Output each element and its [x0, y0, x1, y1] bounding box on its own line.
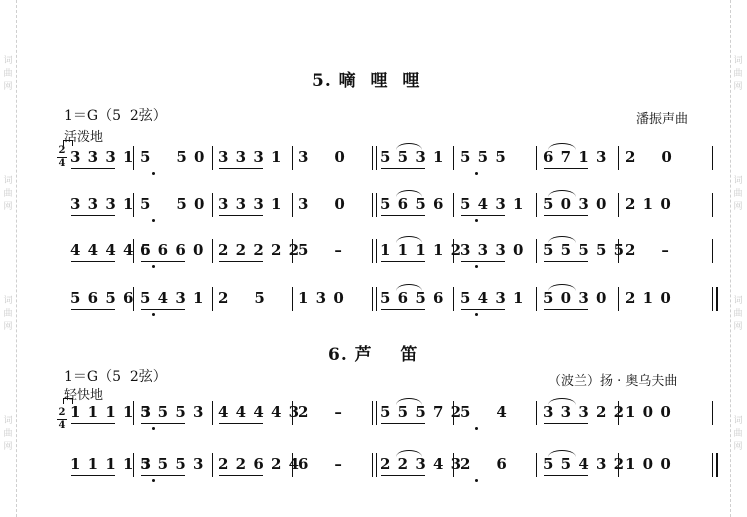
slur [396, 143, 422, 150]
beam-underline [544, 423, 588, 424]
beam-underline [461, 309, 505, 310]
measure: 5 4 3 1 [140, 289, 205, 307]
barline [292, 239, 293, 263]
song6-tempo: 轻快地 [64, 388, 104, 403]
beam-underline [71, 423, 115, 424]
slur [396, 398, 422, 405]
barline [618, 146, 619, 170]
measure: 5 6 5 6 [70, 289, 135, 307]
slur [396, 284, 422, 291]
beam-underline [71, 168, 115, 169]
barline [372, 146, 373, 170]
beam-underline [141, 475, 185, 476]
measure: 1 0 0 [625, 403, 672, 421]
watermark-char: 曲 [3, 309, 13, 319]
barline [292, 287, 293, 311]
barline [536, 453, 537, 477]
barline [133, 239, 134, 263]
slur [548, 284, 576, 291]
song6-time-top: 2 [58, 407, 66, 418]
barline [536, 401, 537, 425]
watermark-char: 网 [3, 322, 13, 332]
measure: 2 0 [625, 148, 673, 166]
watermark-char: 词 [733, 56, 743, 66]
slur [396, 450, 422, 457]
octave-dot [475, 479, 478, 482]
beam-underline [544, 309, 588, 310]
barline [292, 146, 293, 170]
measure: 5 6 5 6 [380, 289, 445, 307]
barline [376, 239, 377, 263]
measure: 3 3 3 1 [70, 148, 135, 166]
watermark-char: 网 [3, 202, 13, 212]
barline [212, 287, 213, 311]
beam-underline [141, 261, 185, 262]
barline [712, 239, 713, 263]
barline [133, 453, 134, 477]
watermark-char: 曲 [3, 69, 13, 79]
measure: 1 3 0 [298, 289, 345, 307]
barline [292, 453, 293, 477]
barline [712, 146, 713, 170]
barline [133, 146, 134, 170]
watermark-char: 词 [3, 296, 13, 306]
barline [133, 401, 134, 425]
beam-underline [141, 309, 185, 310]
song6-time-bottom: 4 [58, 420, 66, 431]
measure: 3 3 3 1 [218, 195, 283, 213]
beam-underline [219, 168, 263, 169]
barline [453, 146, 454, 170]
measure: 5 5 4 3 2 [543, 455, 626, 473]
watermark-char: 网 [733, 82, 743, 92]
watermark-char: 曲 [733, 309, 743, 319]
song5-title: 5. 嘀 哩 哩 [312, 71, 421, 91]
measure: 3 3 3 1 [70, 195, 135, 213]
beam-underline [71, 215, 115, 216]
measure: 5 5 5 5 5 [543, 241, 626, 259]
watermark-char: 曲 [733, 429, 743, 439]
measure: 1 1 1 1 2 [380, 241, 463, 259]
barline [618, 401, 619, 425]
measure: 2 2 3 4 3 [380, 455, 463, 473]
measure: 5 5 0 [140, 195, 206, 213]
barline [453, 453, 454, 477]
watermark-char: 网 [3, 442, 13, 452]
barline [618, 287, 619, 311]
beam-underline [71, 261, 115, 262]
slur [396, 190, 422, 197]
barline [618, 239, 619, 263]
barline [372, 401, 373, 425]
measure: 5 4 [460, 403, 508, 421]
watermark-char: 词 [733, 296, 743, 306]
slur [396, 236, 422, 243]
watermark-char: 曲 [733, 69, 743, 79]
measure: 5 5 5 3 [140, 403, 205, 421]
measure: 2 6 [460, 455, 508, 473]
barline [453, 239, 454, 263]
beam-underline [544, 168, 588, 169]
beam-underline [544, 261, 588, 262]
octave-dot [475, 313, 478, 316]
phrase-bracket [63, 398, 73, 404]
song6-key: 1＝G（5 2弦） [64, 369, 167, 385]
beam-underline [141, 423, 185, 424]
measure: 5 5 3 1 [380, 148, 445, 166]
measure: 5 4 3 1 [460, 289, 525, 307]
barline [372, 453, 373, 477]
octave-dot [152, 172, 155, 175]
barline [376, 401, 377, 425]
beam-underline [219, 423, 263, 424]
watermark-char: 网 [733, 202, 743, 212]
barline [212, 146, 213, 170]
measure: 5 5 5 [460, 148, 507, 166]
octave-dot [475, 172, 478, 175]
watermark-char: 曲 [3, 429, 13, 439]
beam-underline [461, 215, 505, 216]
beam-underline [219, 261, 263, 262]
measure: 5 – [298, 241, 343, 259]
beam-underline [461, 261, 505, 262]
barline [212, 401, 213, 425]
measure: 4 4 4 4 3 [218, 403, 301, 421]
beam-underline [544, 215, 588, 216]
measure: 2 1 0 [625, 289, 672, 307]
octave-dot [152, 479, 155, 482]
watermark-char: 曲 [733, 189, 743, 199]
barline [376, 287, 377, 311]
barline [372, 287, 373, 311]
beam-underline [381, 309, 425, 310]
beam-underline [71, 475, 115, 476]
measure: 6 – [298, 455, 343, 473]
octave-dot [152, 219, 155, 222]
measure: 5 5 5 7 2 [380, 403, 463, 421]
slur [548, 143, 576, 150]
measure: 2 – [625, 241, 670, 259]
measure: 4 4 4 4 5 [70, 241, 153, 259]
watermark-char: 网 [733, 322, 743, 332]
barline [212, 453, 213, 477]
final-barline [712, 453, 718, 477]
barline [376, 146, 377, 170]
phrase-bracket [63, 140, 73, 146]
measure: 3 3 3 2 2 [543, 403, 626, 421]
barline [453, 401, 454, 425]
beam-underline [219, 475, 263, 476]
measure: 2 – [298, 403, 343, 421]
beam-underline [381, 475, 425, 476]
octave-dot [152, 265, 155, 268]
song5-time-bottom: 4 [58, 158, 66, 169]
measure: 3 0 [298, 195, 346, 213]
barline [292, 401, 293, 425]
watermark-char: 词 [733, 176, 743, 186]
watermark-char: 词 [3, 56, 13, 66]
beam-underline [381, 215, 425, 216]
slur [548, 450, 576, 457]
barline [376, 193, 377, 217]
final-barline [712, 287, 718, 311]
measure: 2 2 2 2 2 [218, 241, 301, 259]
barline [618, 193, 619, 217]
barline [212, 239, 213, 263]
measure: 5 0 3 0 [543, 195, 608, 213]
octave-dot [475, 427, 478, 430]
barline [536, 287, 537, 311]
beam-underline [381, 168, 425, 169]
watermark-char: 词 [3, 416, 13, 426]
measure: 1 0 0 [625, 455, 672, 473]
watermark-char: 曲 [3, 189, 13, 199]
barline [536, 193, 537, 217]
measure: 5 6 5 6 [380, 195, 445, 213]
measure: 6 7 1 3 [543, 148, 608, 166]
song5-time-top: 2 [58, 145, 66, 156]
measure: 5 5 5 3 [140, 455, 205, 473]
song6-title: 6. 芦 笛 [328, 345, 419, 365]
measure: 5 5 0 [140, 148, 206, 166]
song6-time-signature [57, 408, 67, 431]
barline [376, 453, 377, 477]
barline [618, 453, 619, 477]
song6-composer: （波兰）扬 · 奥乌夫曲 [548, 374, 678, 389]
barline [536, 239, 537, 263]
barline [453, 193, 454, 217]
song5-time-signature [57, 146, 67, 169]
measure: 1 1 1 1 3 [70, 455, 153, 473]
measure: 5 0 3 0 [543, 289, 608, 307]
octave-dot [152, 427, 155, 430]
measure: 1 1 1 1 3 [70, 403, 153, 421]
barline [133, 287, 134, 311]
watermark-char: 网 [733, 442, 743, 452]
watermark-char: 网 [3, 82, 13, 92]
barline [712, 401, 713, 425]
barline [372, 193, 373, 217]
octave-dot [475, 265, 478, 268]
measure: 6 6 6 0 [140, 241, 205, 259]
barline [133, 193, 134, 217]
barline [712, 193, 713, 217]
beam-underline [71, 309, 115, 310]
watermark-char: 词 [733, 416, 743, 426]
measure: 2 5 [218, 289, 266, 307]
measure: 3 3 3 1 [218, 148, 283, 166]
measure: 3 0 [298, 148, 346, 166]
barline [212, 193, 213, 217]
song5-composer: 潘振声曲 [636, 112, 689, 127]
barline [372, 239, 373, 263]
measure: 2 1 0 [625, 195, 672, 213]
barline [453, 287, 454, 311]
octave-dot [475, 219, 478, 222]
beam-underline [219, 215, 263, 216]
beam-underline [544, 475, 588, 476]
barline [292, 193, 293, 217]
slur [548, 236, 576, 243]
slur [548, 398, 576, 405]
barline [536, 146, 537, 170]
song5-tempo: 活泼地 [64, 130, 104, 145]
measure: 2 2 6 2 4 [218, 455, 301, 473]
measure: 5 4 3 1 [460, 195, 525, 213]
octave-dot [152, 313, 155, 316]
watermark-char: 词 [3, 176, 13, 186]
beam-underline [381, 423, 425, 424]
song5-key: 1＝G（5 2弦） [64, 108, 167, 124]
slur [548, 190, 576, 197]
measure: 3 3 3 0 [460, 241, 525, 259]
beam-underline [381, 261, 425, 262]
